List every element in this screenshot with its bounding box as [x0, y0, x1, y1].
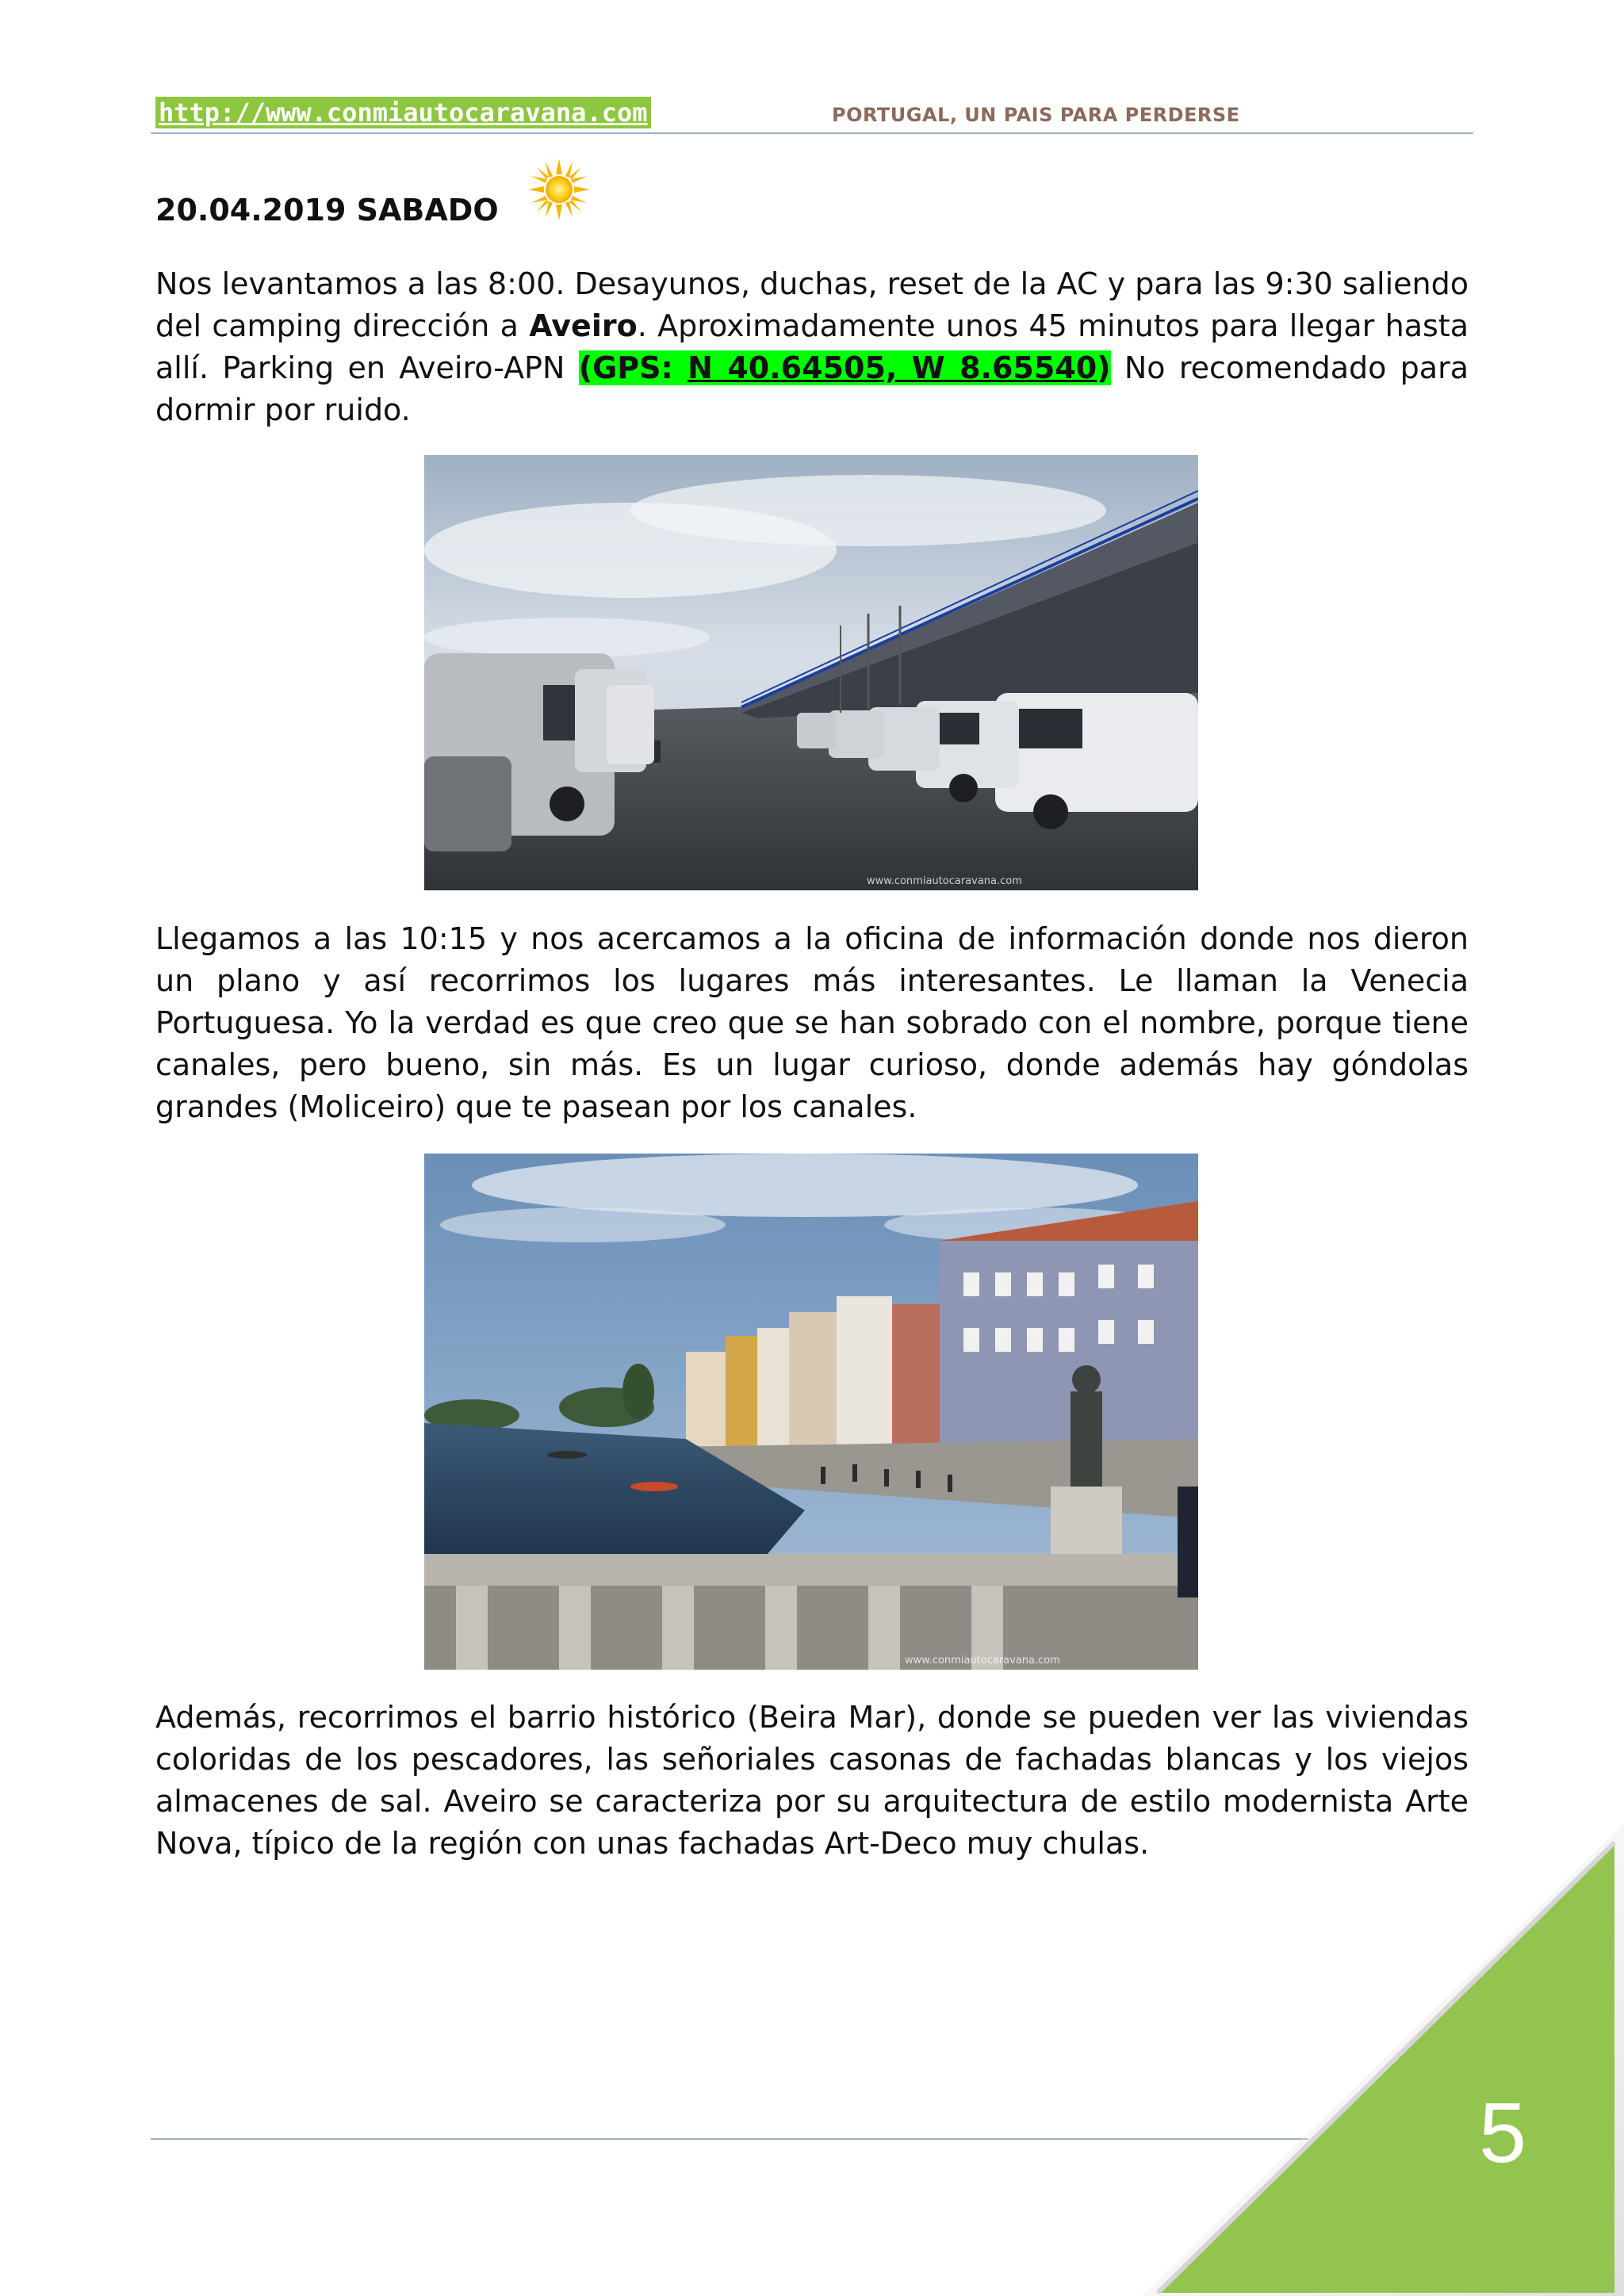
document-title: PORTUGAL, UN PAIS PARA PERDERSE [832, 104, 1240, 126]
gps-suffix: ) [1097, 350, 1111, 385]
photo-watermark: www.conmiautocaravana.com [867, 875, 1022, 887]
header-divider [151, 132, 1473, 134]
paragraph-beira-mar: Además, recorrimos el barrio histórico (Beira Mar), donde se pueden ver las viviendas coloridas de los pescadores, las señoriales casonas de fachadas blancas y los viejos almacenes de sal. Aveiro se caracteriza por su arquitectura de estilo modernista Arte Nova, típico de la región con unas fachadas Art-Deco muy chulas. [155, 1700, 1469, 1861]
photo-motorhome-parking [424, 455, 1198, 890]
sun-icon [527, 157, 592, 222]
entry-date-heading: 20.04.2019 SABADO [155, 193, 499, 228]
paragraph-arrival [155, 263, 1469, 431]
paragraph-text: . Aproximadamente unos 45 minutos para llegar hasta allí. Parking en Aveiro-APN [155, 308, 1469, 385]
paragraph-venice: Llegamos a las 10:15 y nos acercamos a la oficina de información donde nos dieron un plano y así recorrimos los lugares más interesantes. Le llaman la Venecia Portuguesa. Yo la verdad es que creo que se han sobrado con el nombre, porque tiene canales, pero bueno, sin más. Es un lugar curioso, donde además hay góndolas grandes (Moliceiro) que te pasean por los canales. [155, 921, 1469, 1124]
footer-divider [151, 2138, 1308, 2140]
photo-watermark: www.conmiautocaravana.com [905, 1655, 1060, 1667]
page-number: 5 [1478, 2084, 1527, 2180]
paragraph-text: No recomendado para dormir por ruido. [155, 350, 1469, 427]
page-corner-decoration [1142, 1823, 1624, 2296]
paragraph-text: Nos levantamos a las 8:00. Desayunos, duchas, reset de la AC y para las 9:30 saliendo del camping dirección a [155, 266, 1469, 343]
site-url-link[interactable]: http://www.conmiautocaravana.com [155, 97, 651, 128]
place-name-aveiro: Aveiro [529, 308, 638, 343]
gps-coordinates-highlight [579, 350, 1111, 385]
gps-coordinates: N 40.64505, W 8.65540 [688, 350, 1097, 385]
photo-aveiro-canal [424, 1154, 1198, 1670]
gps-prefix: (GPS: [578, 350, 688, 385]
